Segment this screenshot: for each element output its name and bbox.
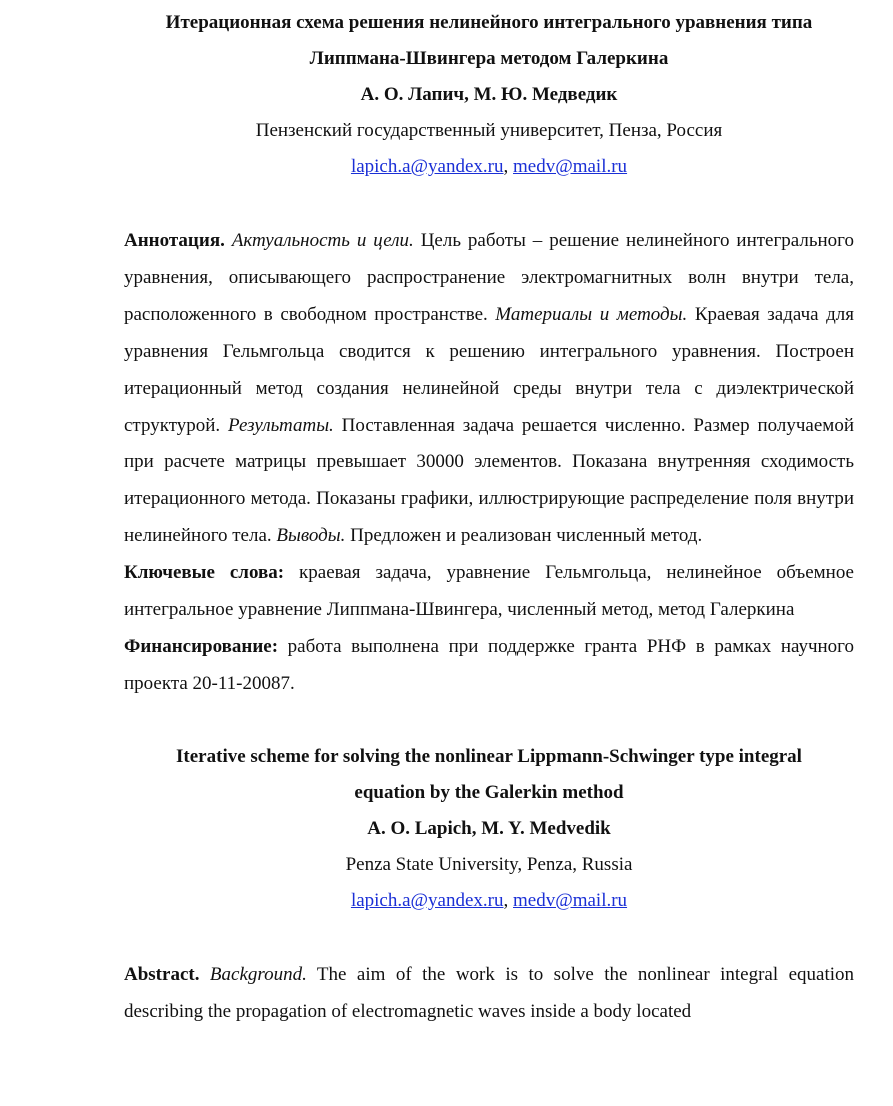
ru-authors: А. О. Лапич, М. Ю. Медведик — [360, 84, 618, 105]
paper-page — [124, 0, 854, 1031]
ru-emails — [124, 149, 854, 185]
ru-keywords-label: Ключевые слова: — [124, 562, 285, 584]
en-title-line-2: equation by the Galerkin method — [354, 781, 624, 803]
en-authors: A. O. Lapich, M. Y. Medvedik — [367, 817, 611, 839]
ru-abstract-text-relevance: Цель работы – решение нелинейного интегрального уравнения, описывающего распространение электромагнитных волн внутри тела, расположенного в свободном пространстве. — [124, 230, 854, 325]
ru-funding-text: работа выполнена при поддержке гранта РНФ в рамках научного проекта 20-11-20087. — [124, 635, 854, 694]
ru-funding — [124, 629, 854, 703]
ru-affiliation: Пензенский государственный университет, Пенза, Россия — [255, 120, 723, 141]
ru-keywords-text: краевая задача, уравнение Гельмгольца, нелинейное объемное интегральное уравнение Липпмана-Швингера, численный метод, метод Галеркина — [124, 562, 854, 621]
en-title-line-1: Iterative scheme for solving the nonlinear Lippmann-Schwinger type integral — [176, 745, 802, 767]
ru-abstract-heading-relevance: Актуальность и цели. — [231, 230, 414, 251]
ru-abstract-heading-conclusions: Выводы. — [276, 525, 346, 547]
ru-title-line-2: Липпмана-Швингера методом Галеркина — [309, 48, 669, 69]
en-abstract-label: Abstract. — [124, 963, 200, 985]
en-abstract-heading-background: Background. — [209, 963, 307, 985]
en-emails — [124, 883, 854, 919]
en-email-link-1[interactable]: lapich.a@yandex.ru — [350, 889, 504, 911]
ru-abstract-label: Аннотация. — [124, 230, 225, 251]
ru-email-link-1[interactable]: lapich.a@yandex.ru — [350, 156, 504, 177]
ru-email-separator: , — [503, 156, 513, 177]
en-email-link-2[interactable]: medv@mail.ru — [513, 889, 628, 911]
en-abstract — [124, 957, 854, 1031]
ru-email-link-2[interactable]: medv@mail.ru — [513, 156, 628, 177]
en-affiliation: Penza State University, Penza, Russia — [345, 853, 633, 875]
ru-funding-label: Финансирование: — [124, 635, 279, 657]
ru-abstract-heading-methods: Материалы и методы. — [495, 303, 688, 325]
ru-abstract-text-results: Поставленная задача решается численно. Размер получаемой при расчете матрицы превышает 30000 элементов. Показана внутренняя сходимость итерационного метода. Показаны графики, иллюстрирующие распределение поля внутри нелинейного тела. — [124, 414, 854, 547]
en-email-separator: , — [503, 889, 513, 911]
ru-abstract-text-conclusions: Предложен и реализован численный метод. — [345, 525, 703, 547]
en-abstract-text-background: The aim of the work is to solve the nonlinear integral equation describing the propagation of electromagnetic waves inside a body located — [124, 963, 854, 1022]
section-spacer — [124, 703, 854, 739]
ru-abstract-heading-results: Результаты. — [228, 414, 334, 436]
ru-keywords — [124, 555, 854, 629]
ru-title-line-1: Итерационная схема решения нелинейного интегрального уравнения типа — [165, 12, 813, 33]
ru-abstract-text-methods: Краевая задача для уравнения Гельмгольца сводится к решению интегрального уравнения. Построен итерационный метод создания нелинейной среды внутри тела с диэлектрической структурой. — [124, 303, 854, 436]
ru-abstract — [124, 223, 854, 555]
